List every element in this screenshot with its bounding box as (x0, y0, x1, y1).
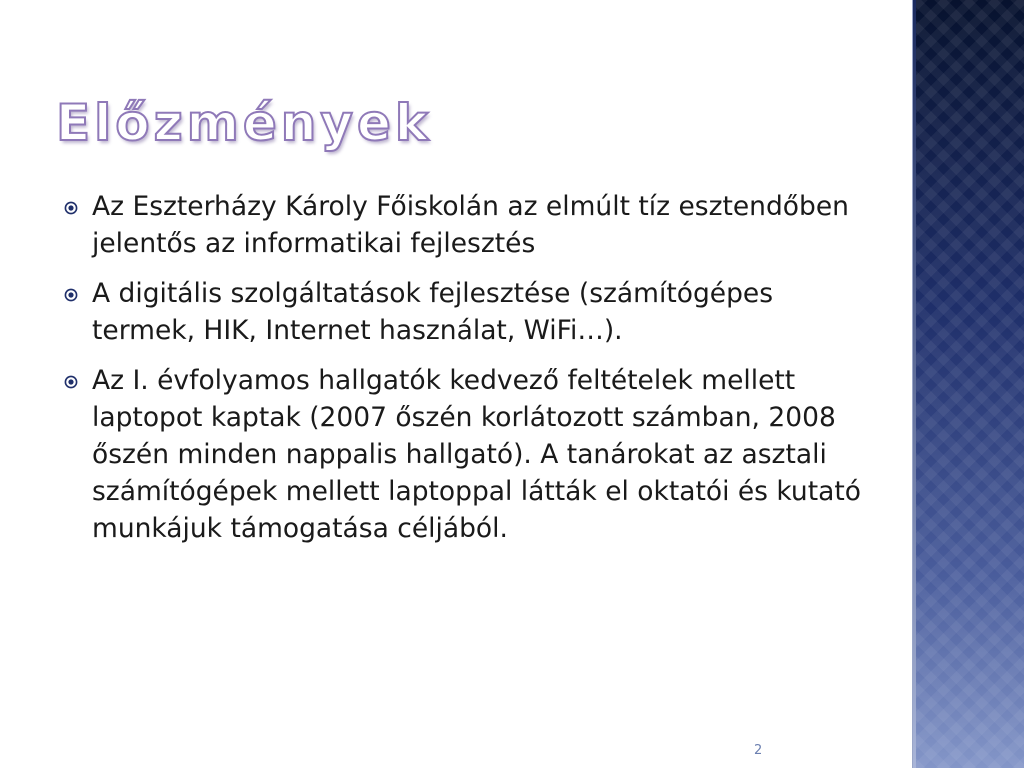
slide-number: 2 (754, 743, 763, 758)
circled-dot-bullet-icon (64, 288, 78, 302)
bullet-item (64, 362, 864, 547)
circled-dot-bullet-icon (64, 201, 78, 215)
bullet-item (64, 275, 864, 349)
slide-title: Előzmények (56, 94, 433, 152)
bullet-list (64, 188, 864, 560)
circled-dot-bullet-icon (64, 375, 78, 389)
decorative-side-panel (912, 0, 1024, 768)
bullet-text: Az I. évfolyamos hallgatók kedvező feltételek mellett laptopot kaptak (2007 őszén korlátozott számban, 2008 őszén minden nappalis hallgató). A tanárokat az asztali számítógépek mellett laptoppal látták el oktatói és kutató munkájuk támogatása céljából. (92, 365, 861, 544)
bullet-text: Az Eszterházy Károly Főiskolán az elmúlt tíz esztendőben jelentős az informatikai fejlesztés (92, 191, 849, 259)
bullet-item (64, 188, 864, 262)
bullet-text: A digitális szolgáltatások fejlesztése (számítógépes termek, HIK, Internet használat, WiFi…). (92, 278, 774, 346)
